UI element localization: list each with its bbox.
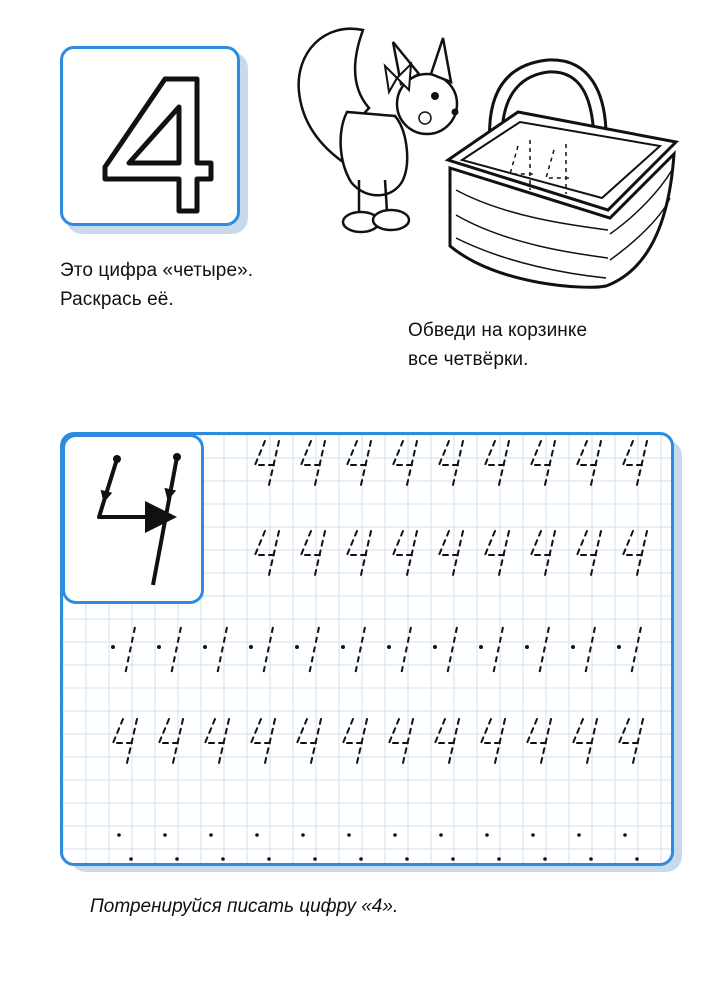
start-dot [531,833,535,837]
dashed-four-guide [389,719,413,763]
start-dot [571,645,575,649]
dashed-four-guide [393,441,417,485]
start-dot [623,833,627,837]
start-dot [129,857,133,861]
dashed-four-guide [439,531,463,575]
dashed-four-guide [485,441,509,485]
dashed-stroke-guide [631,627,641,675]
start-dot [347,833,351,837]
dashed-four-guide [113,719,137,763]
basket-instruction-line1: Обведи на корзинке [408,320,588,341]
start-dot [249,645,253,649]
start-dot [341,645,345,649]
outlined-digit-four-icon [63,49,243,229]
start-dot [203,645,207,649]
basket-icon [438,50,688,310]
stroke-order-card [62,434,204,604]
dashed-stroke-guide [401,627,411,675]
dashed-stroke-guide [355,627,365,675]
dashed-four-guide [623,441,647,485]
start-dot [163,833,167,837]
dashed-stroke-guide [493,627,503,675]
dashed-four-guide [481,719,505,763]
start-dot [451,857,455,861]
dashed-stroke-guide [171,627,181,675]
start-dot [393,833,397,837]
dashed-four-guide [573,719,597,763]
start-dot [485,833,489,837]
dashed-four-guide [255,531,279,575]
start-dot [221,857,225,861]
start-dot [617,645,621,649]
color-instruction-line1: Это цифра «четыре». [60,260,254,281]
start-dot [497,857,501,861]
dashed-four-guide [347,441,371,485]
start-dot [479,645,483,649]
dashed-four-guide [251,719,275,763]
start-dot [175,857,179,861]
start-dot [359,857,363,861]
color-instruction-line2: Раскрась её. [60,289,174,310]
basket-instruction-line2: все четвёрки. [408,349,529,370]
start-dot [525,645,529,649]
start-dot [577,833,581,837]
start-dot [255,833,259,837]
dashed-four-guide [623,531,647,575]
dashed-stroke-guide [447,627,457,675]
color-instruction [60,256,253,314]
dashed-stroke-guide [263,627,273,675]
start-dot [209,833,213,837]
digit-card [60,46,240,226]
dashed-four-guide [577,531,601,575]
start-dot [267,857,271,861]
dashed-four-guide [343,719,367,763]
start-dot [635,857,639,861]
start-dot [589,857,593,861]
start-dot [387,645,391,649]
start-dot [295,645,299,649]
dashed-stroke-guide [217,627,227,675]
dashed-four-guide [393,531,417,575]
dashed-four-guide [301,441,325,485]
start-dot [301,833,305,837]
basket-instruction [408,316,587,374]
dashed-stroke-guide [539,627,549,675]
dashed-four-guide [485,531,509,575]
start-dot [543,857,547,861]
start-dot [439,833,443,837]
start-dot [405,857,409,861]
start-dot [157,645,161,649]
start-dot [111,645,115,649]
dashed-four-guide [347,531,371,575]
practice-instruction: Потренируйся писать цифру «4». [90,896,399,917]
dashed-stroke-guide [585,627,595,675]
dashed-stroke-guide [309,627,319,675]
start-dot [433,645,437,649]
dashed-four-guide [159,719,183,763]
dashed-stroke-guide [125,627,135,675]
dashed-four-guide [531,441,555,485]
dashed-four-guide [435,719,459,763]
dashed-four-guide [577,441,601,485]
dashed-four-guide [301,531,325,575]
four-stroke-order-arrows-icon [65,437,207,607]
dashed-four-guide [205,719,229,763]
dashed-four-guide [255,441,279,485]
start-dot [117,833,121,837]
dashed-four-guide [531,531,555,575]
dashed-four-guide [619,719,643,763]
dashed-four-guide [439,441,463,485]
dashed-four-guide [527,719,551,763]
start-dot [313,857,317,861]
dashed-four-guide [297,719,321,763]
